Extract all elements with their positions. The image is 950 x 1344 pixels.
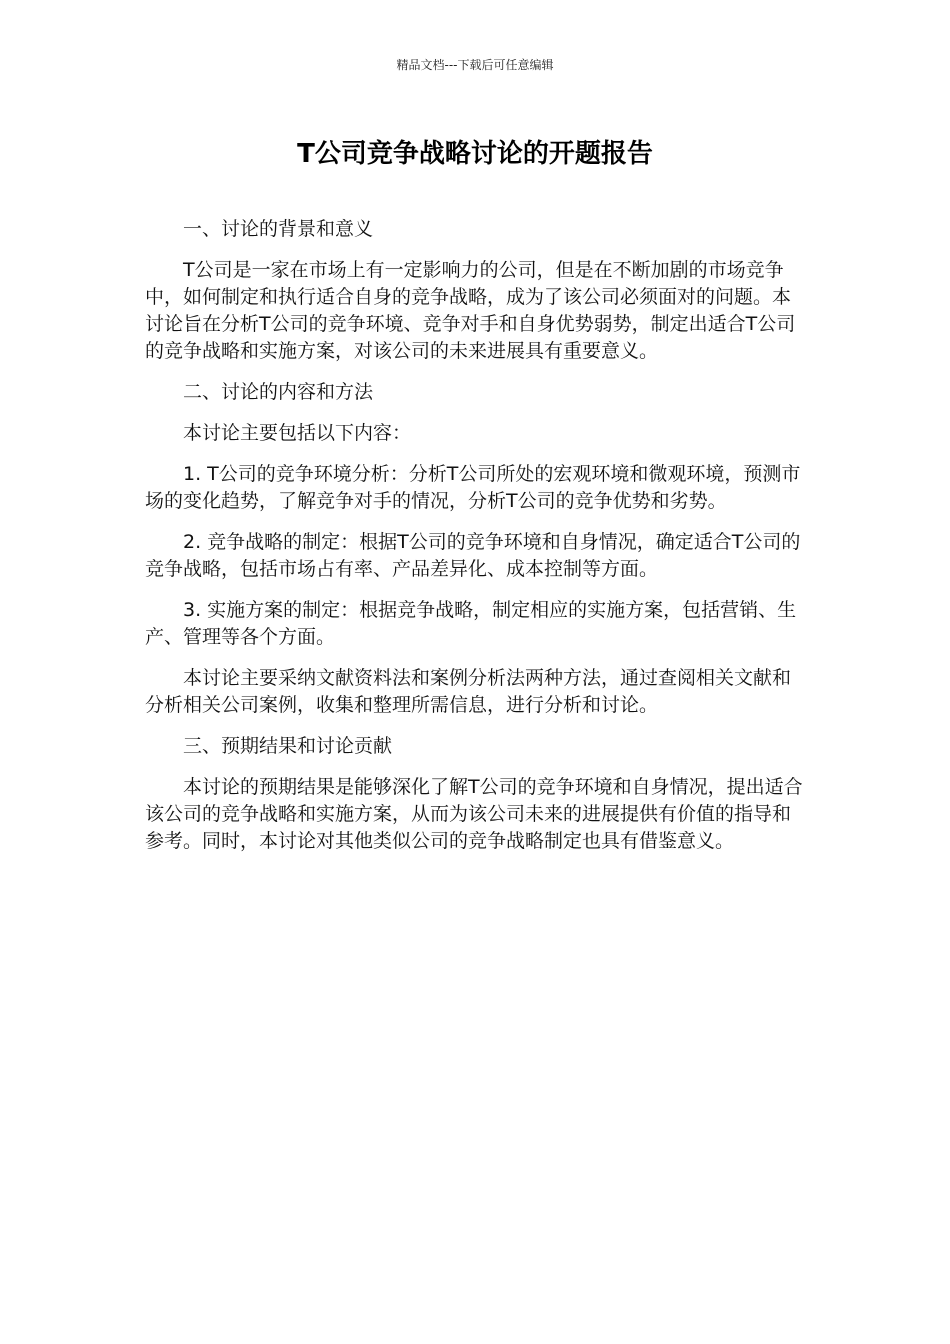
- section-heading-content-method: 二、讨论的内容和方法: [183, 381, 374, 403]
- header-note: 精品文档---下载后可任意编辑: [396, 58, 554, 72]
- list-item-implementation-plan: 3. 实施方案的制定：根据竞争战略，制定相应的实施方案，包括营销、生产、管理等各个方面。: [145, 599, 797, 648]
- section-heading-expected-results: 三、预期结果和讨论贡献: [183, 735, 393, 757]
- paragraph-expected-results: 本讨论的预期结果是能够深化了解T公司的竞争环境和自身情况，提出适合该公司的竞争战略和实施方案，从而为该公司未来的进展提供有价值的指导和参考。同时，本讨论对其他类似公司的竞争战略制定也具有借鉴意义。: [145, 776, 803, 852]
- list-item-environment-analysis: 1. T公司的竞争环境分析：分析T公司所处的宏观环境和微观环境，预测市场的变化趋势，了解竞争对手的情况，分析T公司的竞争优势和劣势。: [145, 463, 801, 512]
- document-title: T公司竞争战略讨论的开题报告: [297, 139, 653, 169]
- paragraph-background: T公司是一家在市场上有一定影响力的公司，但是在不断加剧的市场竞争中，如何制定和执行适合自身的竞争战略，成为了该公司必须面对的问题。本讨论旨在分析T公司的竞争环境、竞争对手和自身优势弱势，制定出适合T公司的竞争战略和实施方案，对该公司的未来进展具有重要意义。: [145, 259, 796, 362]
- document-body: [145, 216, 805, 869]
- paragraph-content-intro: 本讨论主要包括以下内容：: [183, 422, 412, 444]
- section-heading-background: 一、讨论的背景和意义: [183, 218, 374, 240]
- list-item-strategy-formulation: 2. 竞争战略的制定：根据T公司的竞争环境和自身情况，确定适合T公司的竞争战略，包括市场占有率、产品差异化、成本控制等方面。: [145, 531, 801, 580]
- paragraph-methods: 本讨论主要采纳文献资料法和案例分析法两种方法，通过查阅相关文献和分析相关公司案例，收集和整理所需信息，进行分析和讨论。: [145, 667, 792, 716]
